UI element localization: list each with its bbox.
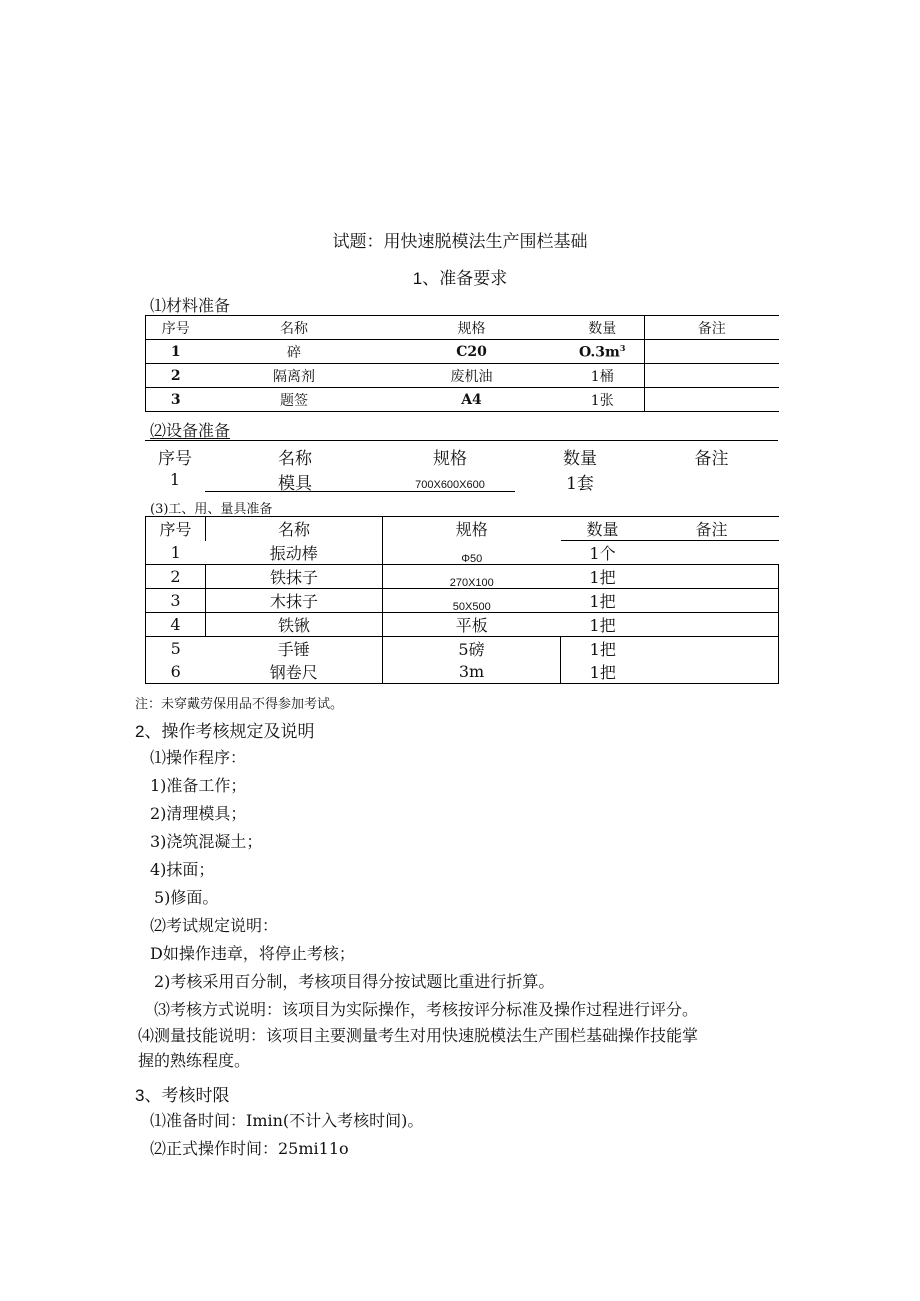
equipment-no: 1 <box>169 470 181 489</box>
header-cell: 备注 <box>645 517 779 541</box>
tools-table <box>145 516 779 684</box>
cell-note <box>645 637 779 661</box>
table-row <box>146 364 779 388</box>
section2-line: 2)考核采用百分制，考核项目得分按试题比重进行折算。 <box>154 972 555 991</box>
cell-spec: 平板 <box>383 613 561 637</box>
equipment-divider <box>145 440 778 441</box>
spec-value: Φ50 <box>461 552 483 565</box>
equipment-label: ⑵设备准备 <box>150 423 231 440</box>
section2-line: ⑴操作程序： <box>150 748 247 767</box>
equipment-header-spec: 规格 <box>433 449 467 469</box>
page-title: 试题：用快速脱模法生产围栏基础 <box>332 232 588 252</box>
cell-note <box>645 388 779 412</box>
equipment-qty: 1套 <box>566 474 594 494</box>
table-row <box>146 340 779 364</box>
cell-no: 1 <box>146 340 206 364</box>
table-row <box>146 660 779 684</box>
cell-qty: 1把 <box>561 660 645 684</box>
table-row <box>146 613 779 637</box>
section2-line: 3)浇筑混凝土； <box>150 832 263 851</box>
cell-spec <box>383 589 561 613</box>
cell-note <box>645 364 779 388</box>
cell-note <box>645 613 779 637</box>
section2-heading: 2、操作考核规定及说明 <box>135 722 315 741</box>
section2-line: ⑵考试规定说明： <box>150 916 279 935</box>
cell-qty: 1把 <box>561 589 645 613</box>
cell-note <box>645 340 779 364</box>
equipment-underline <box>205 491 515 492</box>
header-cell: 备注 <box>645 316 779 340</box>
cell-name: 手锤 <box>206 637 383 661</box>
section2-line: 4)抹面； <box>150 860 215 879</box>
cell-name: 铁锹 <box>206 613 383 637</box>
spec-value: 270X100 <box>449 577 494 589</box>
table-row <box>146 565 779 589</box>
cell-name: 题签 <box>206 388 383 412</box>
cell-spec: 3m <box>383 660 561 684</box>
cell-no: 2 <box>146 364 206 388</box>
equipment-name: 模具 <box>278 474 312 494</box>
equipment-header-qty: 数量 <box>563 449 597 469</box>
spec-value: 50X500 <box>452 601 491 613</box>
cell-name: 木抹子 <box>206 589 383 613</box>
qty-value: O.3m <box>579 344 620 361</box>
cell-name: 碎 <box>206 340 383 364</box>
cell-spec: 废机油 <box>383 364 561 388</box>
table-row <box>146 589 779 613</box>
cell-qty: 1桶 <box>561 364 645 388</box>
cell-qty: 1张 <box>561 388 645 412</box>
header-cell: 名称 <box>206 517 383 541</box>
header-cell: 规格 <box>383 517 561 541</box>
header-cell: 序号 <box>146 316 206 340</box>
qty-superscript: 3 <box>619 342 626 353</box>
cell-spec <box>383 565 561 589</box>
cell-no: 1 <box>146 541 206 565</box>
table-header-row <box>146 517 779 541</box>
cell-note <box>645 589 779 613</box>
materials-table <box>145 315 779 412</box>
cell-qty: 1把 <box>561 613 645 637</box>
section2-paragraph-line2: 握的熟练程度。 <box>138 1051 251 1070</box>
cell-no: 6 <box>146 660 206 684</box>
table-row <box>146 388 779 412</box>
cell-spec: A4 <box>383 388 561 412</box>
header-cell: 数量 <box>561 517 645 541</box>
cell-spec <box>383 541 561 565</box>
cell-qty: 1把 <box>561 565 645 589</box>
cell-note <box>645 541 779 565</box>
cell-no: 3 <box>146 589 206 613</box>
equipment-spec: 700X600X600 <box>415 479 485 491</box>
cell-spec: C20 <box>383 340 561 364</box>
cell-name: 钢卷尺 <box>206 660 383 684</box>
cell-qty: 1把 <box>561 637 645 661</box>
cell-note <box>645 660 779 684</box>
equipment-header-name: 名称 <box>278 449 312 469</box>
cell-no: 2 <box>146 565 206 589</box>
cell-no: 4 <box>146 613 206 637</box>
section2-line: D如操作违章，将停止考核； <box>150 944 355 963</box>
cell-name: 隔离剂 <box>206 364 383 388</box>
section2-line: 5)修面。 <box>154 888 219 907</box>
section3-line: ⑵正式操作时间：25mi11o <box>150 1139 349 1158</box>
cell-name: 振动棒 <box>269 543 318 563</box>
section1-heading: 1、准备要求 <box>412 269 508 288</box>
cell-no: 3 <box>146 388 206 412</box>
cell-note <box>645 565 779 589</box>
equipment-header-no: 序号 <box>158 449 192 469</box>
cell-spec: 5磅 <box>383 637 561 661</box>
header-cell: 规格 <box>383 316 561 340</box>
tools-label: (3)工、用、量具准备 <box>150 502 273 517</box>
header-cell: 序号 <box>146 517 206 541</box>
section3-line: ⑴准备时间：Imin(不计入考核时间)。 <box>150 1111 424 1130</box>
section2-paragraph-line1: ⑷测量技能说明：该项目主要测量考生对用快速脱模法生产围栏基础操作技能掌 <box>138 1026 699 1045</box>
section2-line: 2)清理模具； <box>150 804 247 823</box>
table-row <box>146 541 779 565</box>
equipment-header-note: 备注 <box>694 449 729 469</box>
section2-line: 1)准备工作； <box>150 776 247 795</box>
table-row <box>146 637 779 661</box>
note: 注：未穿戴劳保用品不得参加考试。 <box>135 697 344 712</box>
section3-heading: 3、考核时限 <box>135 1086 230 1105</box>
materials-label: ⑴材料准备 <box>150 298 231 315</box>
cell-no: 5 <box>146 637 206 661</box>
cell-qty <box>561 340 645 364</box>
header-cell: 名称 <box>206 316 383 340</box>
cell-name: 铁抹子 <box>206 565 383 589</box>
header-cell: 数量 <box>561 316 645 340</box>
table-header-row <box>146 316 779 340</box>
cell-qty: 1个 <box>561 541 645 565</box>
section2-line: ⑶考核方式说明：该项目为实际操作，考核按评分标准及操作过程进行评分。 <box>154 1000 699 1019</box>
